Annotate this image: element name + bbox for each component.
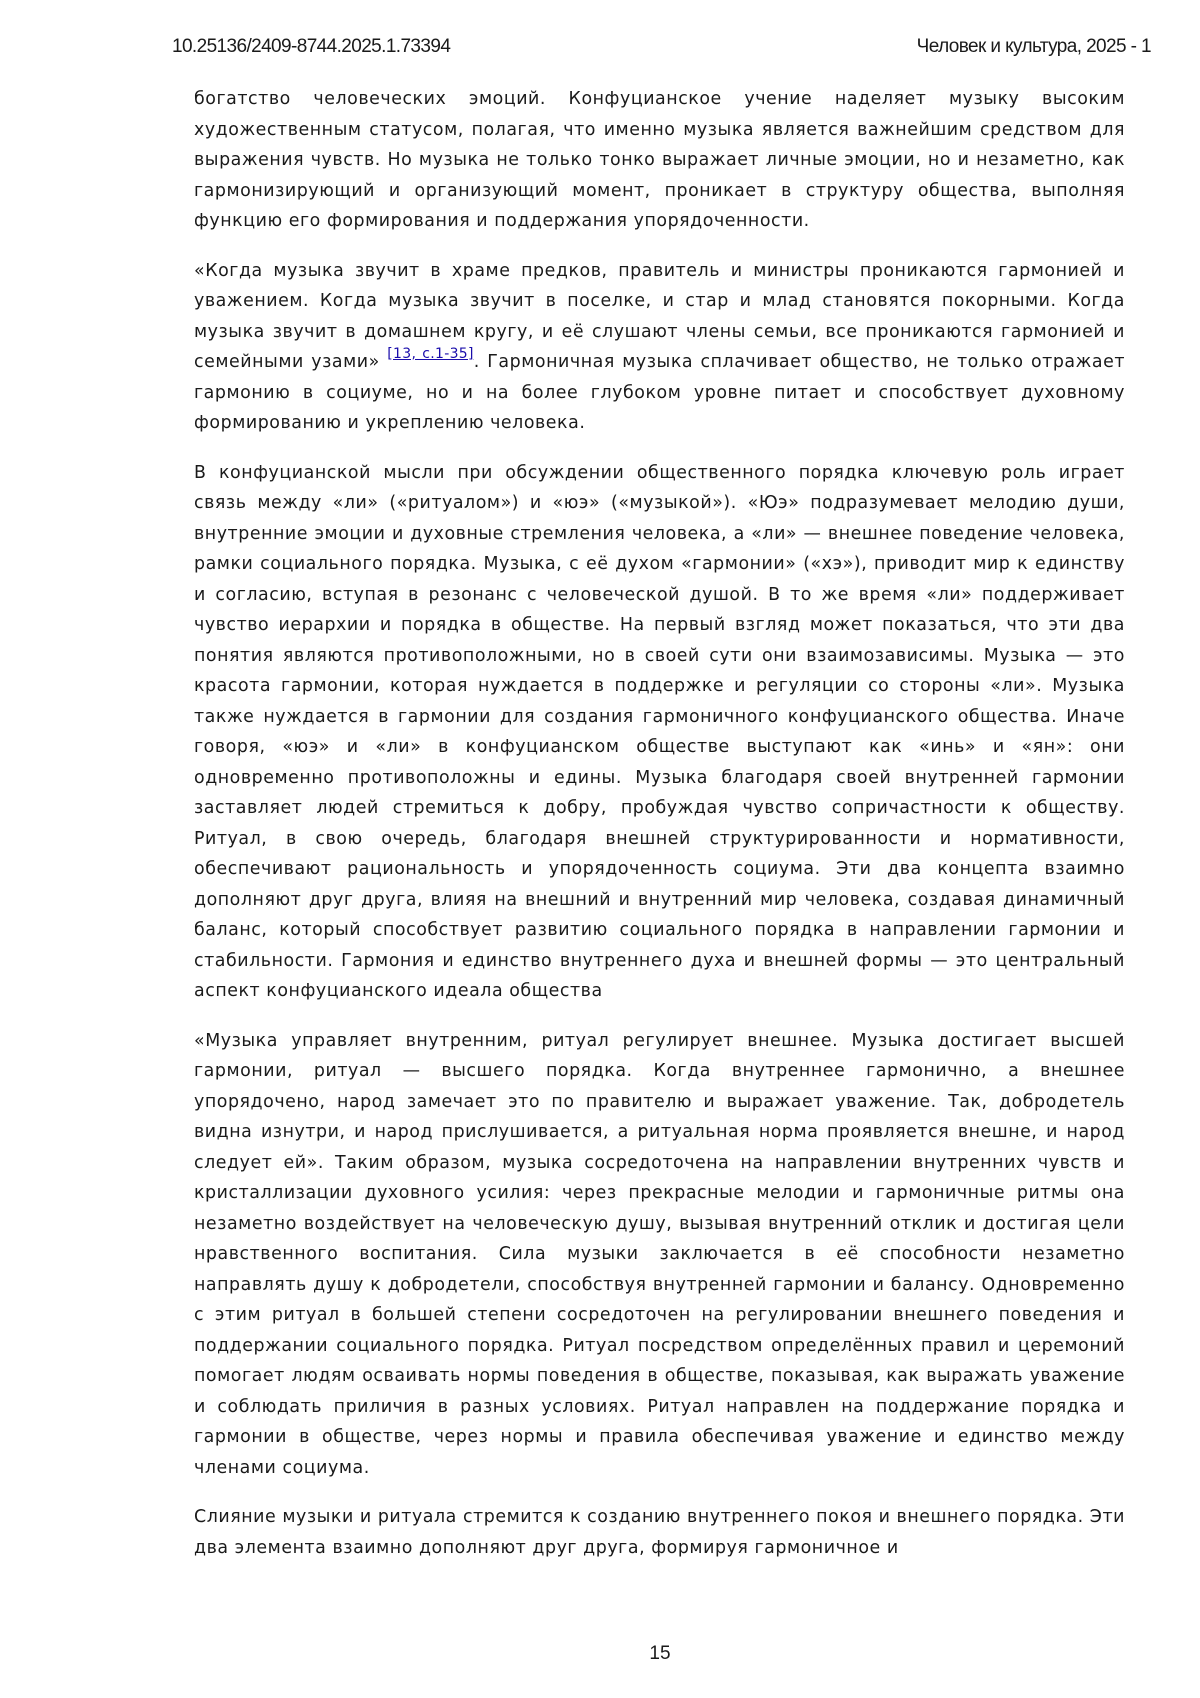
paragraph-2 — [194, 256, 1125, 439]
paragraph-4: «Музыка управляет внутренним, ритуал регулирует внешнее. Музыка достигает высшей гармонии, ритуал — высшего порядка. Когда внутреннее гармонично, а внешнее упорядочено, народ замечает это по правителю и выражает уважение. Так, добродетель видна изнутри, и народ прислушивается, а ритуальная норма проявляется внешне, и народ следует ей». Таким образом, музыка сосредоточена на направлении внутренних чувств и кристаллизации духовного усилия: через прекрасные мелодии и гармоничные ритмы она незаметно воздействует на человеческую душу, вызывая внутренний отклик и достигая цели нравственного воспитания. Сила музыки заключается в её способности незаметно направлять душу к добродетели, способствуя внутренней гармонии и балансу. Одновременно с этим ритуал в большей степени сосредоточен на регулировании внешнего поведения и поддержании социального порядка. Ритуал посредством определённых правил и церемоний помогает людям осваивать нормы поведения в обществе, показывая, как выражать уважение и соблюдать приличия в разных условиях. Ритуал направлен на поддержание порядка и гармонии в обществе, через нормы и правила обеспечивая уважение и единство между членами социума. — [194, 1030, 1125, 1478]
paragraph-3: В конфуцианской мысли при обсуждении общественного порядка ключевую роль играет связь между «ли» («ритуалом») и «юэ» («музыкой»). «Юэ» подразумевает мелодию души, внутренние эмоции и духовные стремления человека, а «ли» — внешнее поведение человека, рамки социального порядка. Музыка, с её духом «гармонии» («хэ»), приводит мир к единству и согласию, вступая в резонанс с человеческой душой. В то же время «ли» поддерживает чувство иерархии и порядка в обществе. На первый взгляд может показаться, что эти два понятия являются противоположными, но в своей сути они взаимозависимы. Музыка — это красота гармонии, которая нуждается в поддержке и регуляции со стороны «ли». Музыка также нуждается в гармонии для создания гармоничного конфуцианского общества. Иначе говоря, «юэ» и «ли» в конфуцианском обществе выступают как «инь» и «ян»: они одновременно противоположны и едины. Музыка благодаря своей внутренней гармонии заставляет людей стремиться к добру, пробуждая чувство сопричастности к обществу. Ритуал, в свою очередь, благодаря внешней структурированности и нормативности, обеспечивают рациональность и упорядоченность социума. Эти два концепта взаимно дополняют друг друга, влияя на внешний и внутренний мир человека, создавая динамичный баланс, который способствует развитию социального порядка в направлении гармонии и стабильности. Гармония и единство внутреннего духа и внешней формы — это центральный аспект конфуцианского идеала общества — [194, 462, 1125, 1001]
paragraph-2-quote: «Когда музыка звучит в храме предков, правитель и министры проникаются гармонией и уважением. Когда музыка звучит в поселке, и стар и млад становятся покорными. Когда музыка звучит в домашнем кругу, и её слушают члены семьи, все проникаются гармонией и семейными узами» — [194, 260, 1125, 372]
page-number: 15 — [649, 1643, 671, 1664]
citation-link[interactable]: [13, с.1-35] — [387, 346, 474, 362]
paragraph-2-continuation: . Гармоничная музыка сплачивает общество, не только отражает гармонию в социуме, но и на более глубоком уровне питает и способствует духовному формированию и укреплению человека. — [194, 352, 1125, 433]
doi-identifier: 10.25136/2409-8744.2025.1.73394 — [172, 36, 451, 57]
journal-issue: Человек и культура, 2025 - 1 — [916, 36, 1151, 57]
paragraph-5: Слияние музыки и ритуала стремится к созданию внутреннего покоя и внешнего порядка. Эти два элемента взаимно дополняют друг друга, формируя гармоничное и — [194, 1507, 1126, 1558]
running-header — [172, 36, 1151, 62]
article-body — [194, 84, 1125, 1582]
paragraph-1: богатство человеческих эмоций. Конфуцианское учение наделяет музыку высоким художественным статусом, полагая, что именно музыка является важнейшим средством для выражения чувств. Но музыка не только тонко выражает личные эмоции, но и незаметно, как гармонизирующий и организующий момент, проникает в структуру общества, выполняя функцию его формирования и поддержания упорядоченности. — [194, 89, 1125, 231]
